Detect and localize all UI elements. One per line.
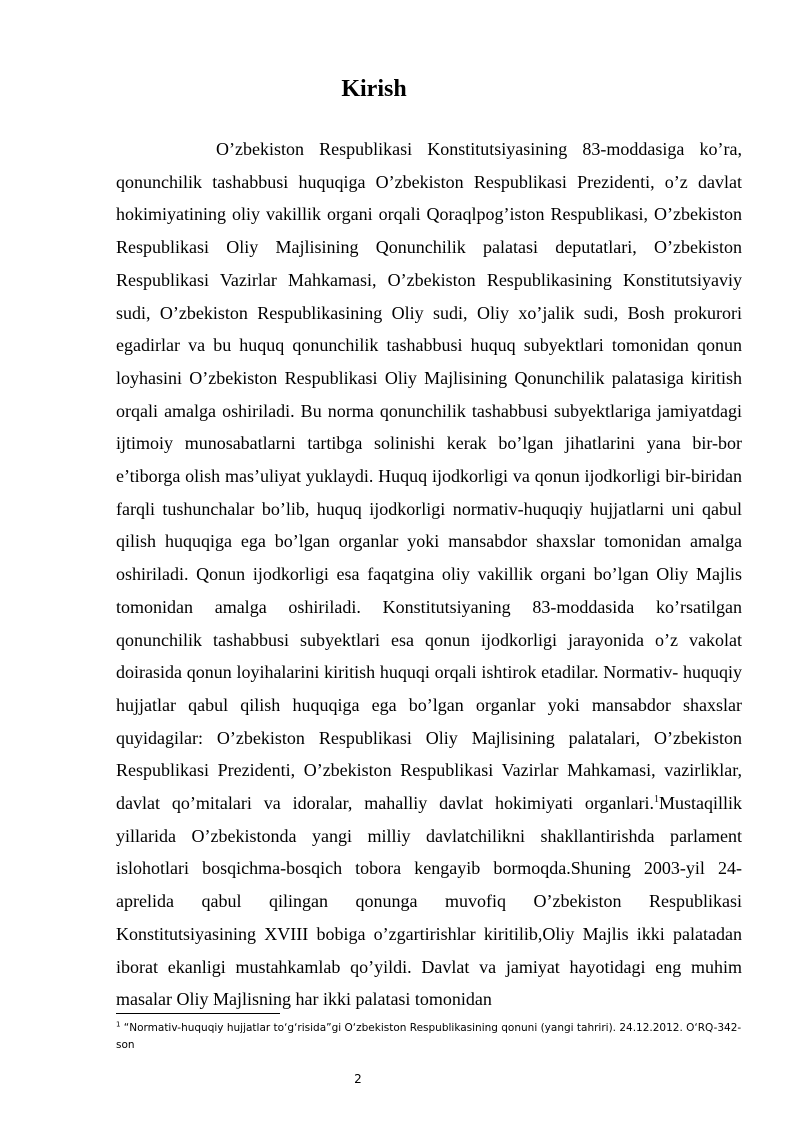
body-text-part-2: Mustaqillik yillarida O’zbekistonda yangi milliy davlatchilikni shakllantirishda parlament islohotlari bosqichma-bosqich tobora kengayib bormoqda.Shuning 2003-yil 24- aprelida qabul qilingan qonunga muvofiq O’zbekiston Respublikasi Konstitutsiyasining XVIII bobiga o’zgartirishlar kiritilib,Oliy Majlis ikki palatadan iborat ekanligi mustahkamlab qo’yildi. Davlat va jamiyat hayotidagi eng muhim masalar Oliy Majlisning har ikki palatasi tomonidan xyxy=(116,793,742,1010)
footnote xyxy=(116,1020,742,1054)
footnote-mark: 1 xyxy=(116,1020,121,1029)
footnote-separator xyxy=(116,1013,280,1014)
body-paragraph xyxy=(116,133,742,1016)
page-number: 2 xyxy=(354,1072,362,1086)
footnote-reference: 1 xyxy=(653,794,659,806)
footnote-text: “Normativ-huquqiy hujjatlar to‘g‘risida”gi O‘zbekiston Respublikasining qonuni (yangi tahriri). 24.12.2012. O‘RQ-342-son xyxy=(116,1022,742,1051)
page-title: Kirish xyxy=(341,76,407,102)
body-text-part-1: O’zbekiston Respublikasi Konstitutsiyasining 83-moddasiga ko’ra, qonunchilik tashabbusi huquqiga O’zbekiston Respublikasi Prezidenti, o’z davlat hokimiyatining oliy vakillik organi orqali Qoraqlpog’iston Respublikasi, O’zbekiston Respublikasi Oliy Majlisining Qonunchilik palatasi deputatlari, O’zbekiston Respublikasi Vazirlar Mahkamasi, O’zbekiston Respublikasining Konstitutsiyaviy sudi, O’zbekiston Respublikasining Oliy sudi, Oliy xo’jalik sudi, Bosh prokurori egadirlar va bu huquq qonunchilik tashabbusi huquq subyektlari tomonidan qonun loyhasini O’zbekiston Respublikasi Oliy Majlisining Qonunchilik palatasiga kiritish orqali amalga oshiriladi. Bu norma qonunchilik tashabbusi subyektlariga jamiyatdagi ijtimoiy munosabatlarni tartibga solinishi kerak bo’lgan jihatlarini yana bir-bor e’tiborga olish mas’uliyat yuklaydi. Huquq ijodkorligi va qonun ijodkorligi bir-biridan farqli tushunchalar bo’lib, huquq ijodkorligi normativ-huquqiy hujjatlarni uni qabul qilish huquqiga ega bo’lgan organlar yoki mansabdor shaxslar tomonidan amalga oshiriladi. Qonun ijodkorligi esa faqatgina oliy vakillik organi bo’lgan Oliy Majlis tomonidan amalga oshiriladi. Konstitutsiyaning 83-moddasida ko’rsatilgan qonunchilik tashabbusi subyektlari esa qonun ijodkorligi jarayonida o’z vakolat doirasida qonun loyihalarini kiritish huquqi orqali ishtirok etadilar. Normativ- huquqiy hujjatlar qabul qilish huquqiga ega bo’lgan organlar yoki mansabdor shaxslar quyidagilar: O’zbekiston Respublikasi Oliy Majlisining palatalari, O’zbekiston Respublikasi Prezidenti, O’zbekiston Respublikasi Vazirlar Mahkamasi, vazirliklar, davlat qo’mitalari va idoralar, mahalliy davlat hokimiyati organlari. xyxy=(116,139,742,814)
